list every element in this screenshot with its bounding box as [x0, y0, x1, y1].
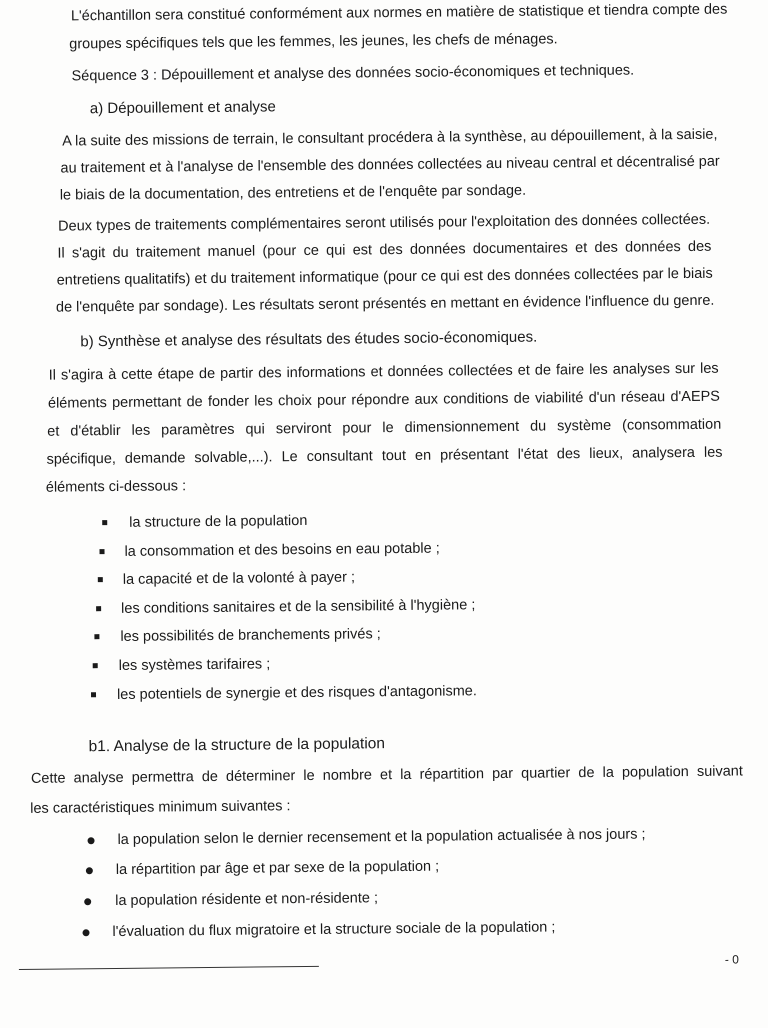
intro-line: groupes spécifiques tels que les femmes, les jeunes, les chefs de ménages. [69, 31, 558, 53]
paragraph-line: le biais de la documentation, des entretiens et de l'enquête par sondage. [59, 182, 527, 204]
bullet-icon [82, 929, 89, 936]
sequence-3-title: Séquence 3 : Dépouillement et analyse des données socio-économiques et techniques. [71, 62, 635, 85]
bullet-icon [84, 898, 91, 905]
paragraph-line: Cette analyse permettra de déterminer le nombre et la répartition par quartier de la population suivant [30, 763, 743, 787]
bullet-icon [93, 663, 98, 668]
list-item: la capacité et de la volonté à payer ; [122, 569, 356, 588]
list-item: les systèmes tarifaires ; [118, 656, 271, 674]
bullet-icon [86, 867, 93, 874]
paragraph-line: Il s'agit du traitement manuel (pour ce qui est des données documentaires et des données des [57, 238, 712, 262]
subsection-a-heading: a) Dépouillement et analyse [89, 98, 276, 118]
bullet-icon [99, 549, 104, 554]
bullet-icon [91, 692, 96, 697]
list-item: la population résidente et non-résidente ; [115, 890, 379, 910]
bullet-icon [88, 837, 95, 844]
bullet-icon [98, 577, 103, 582]
paragraph-line: éléments ci-dessous : [45, 478, 187, 496]
paragraph-line: A la suite des missions de terrain, le consultant procédera à la synthèse, au dépouillement, à la saisie, [62, 126, 718, 150]
list-item: la consommation et des besoins en eau potable ; [124, 540, 440, 560]
intro-line: L'échantillon sera constitué conformément aux normes en matière de statistique et tiendra compte des [70, 1, 728, 25]
paragraph-line: de l'enquête par sondage). Les résultats seront présentés en mettant en évidence l'influence du genre. [55, 292, 715, 316]
paragraph-line: éléments permettant de fonder les choix pour répondre aux conditions de viabilité d'un réseau d'AEPS [47, 388, 721, 412]
paragraph-line: entretiens qualitatifs) et du traitement informatique (pour ce qui est des données collectées par le biais [56, 265, 713, 289]
bullet-icon [94, 634, 99, 639]
list-item: les potentiels de synergie et des risques d'antagonisme. [116, 683, 477, 703]
list-item: la population selon le dernier recensement et la population actualisée à nos jours ; [117, 826, 646, 848]
paragraph-line: les caractéristiques minimum suivantes : [30, 798, 291, 817]
list-item: les possibilités de branchements privés ; [120, 626, 381, 645]
paragraph-line: spécifique, demande solvable,...). Le consultant tout en présentant l'état des lieux, analysera les [46, 444, 723, 468]
bullet-icon [96, 606, 101, 611]
subsection-b-heading: b) Synthèse et analyse des résultats des études socio-économiques. [80, 328, 538, 351]
paragraph-line: Deux types de traitements complémentaires seront utilisés pour l'exploitation des données collectées. [58, 211, 711, 235]
list-item: la répartition par âge et par sexe de la population ; [115, 858, 440, 878]
paragraph-line: au traitement et à l'analyse de l'ensemble des données collectées au niveau central et décentralisé par [60, 153, 720, 177]
subsection-b1-heading: b1. Analyse de la structure de la population [88, 735, 386, 756]
bullet-icon [102, 520, 107, 525]
footer-divider [19, 966, 319, 970]
list-item: les conditions sanitaires et de la sensibilité à l'hygiène ; [121, 597, 476, 617]
list-item: la structure de la population [129, 512, 308, 531]
paragraph-line: Il s'agira à cette étape de partir des informations et données collectées et de faire les analyses sur les [48, 360, 719, 384]
paragraph-line: et d'établir les paramètres qui serviront pour le dimensionnement du système (consommation [47, 416, 722, 440]
list-item: l'évaluation du flux migratoire et la structure sociale de la population ; [112, 919, 556, 941]
page-number: - 0 [724, 952, 739, 967]
